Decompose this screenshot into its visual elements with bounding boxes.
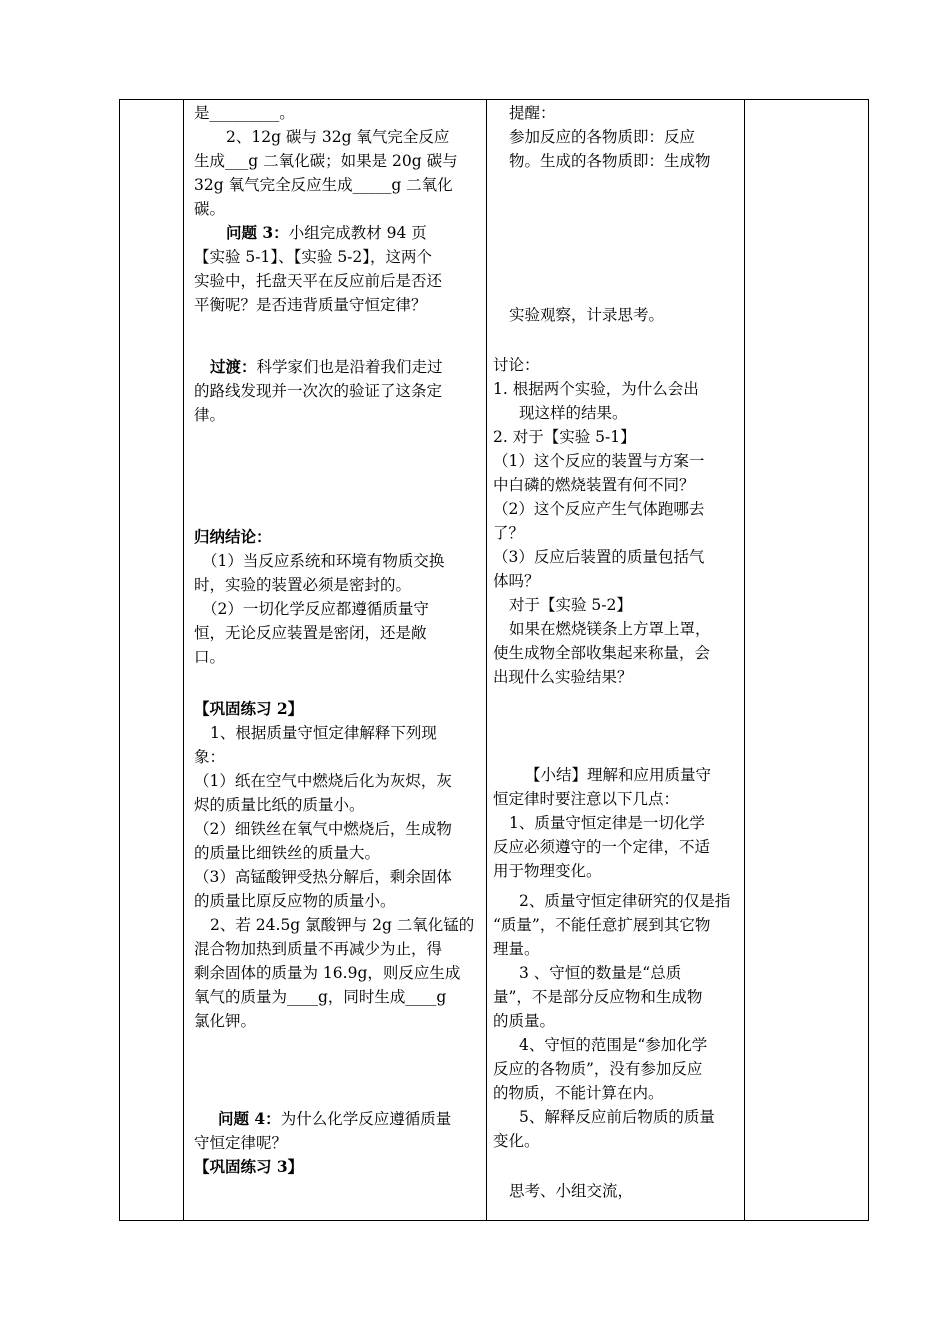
text-line: 律。 [194,406,226,424]
text-line: 1. 根据两个实验，为什么会出 [493,380,699,398]
text-line: 氧气的质量为____g，同时生成____g [194,988,447,1006]
conclusion-title: 归纳结论： [194,527,272,546]
transition [194,355,482,379]
text-line: 量”，不是部分反应物和生成物 [493,988,703,1006]
text-line: 混合物加热到质量不再减少为止，得 [194,940,443,958]
question-4-title: 问题 4： [218,1109,281,1128]
text-line: 烬的质量比纸的质量小。 [194,796,365,814]
text-line: 【实验 5-1】、【实验 5-2】，这两个 [194,248,433,266]
text-line: 恒，无论反应装置是密闭，还是敞 [194,624,427,642]
right-content-cell [493,101,739,1203]
text-line: 思考、小组交流， [509,1182,634,1200]
text-line: 反应必须遵守的一个定律，不适 [493,838,711,856]
transition-text: 科学家们也是沿着我们走过 [256,358,443,376]
text-line: （3）反应后装置的质量包括气 [493,548,705,566]
text-line: “质量”，不能任意扩展到其它物 [493,916,711,934]
text-line: 了？ [493,524,525,542]
text-line: 中白磷的燃烧装置有何不同？ [493,476,695,494]
text-line: 现这样的结果。 [519,404,628,422]
question-3-title: 问题 3： [226,223,289,242]
question-4-text: 为什么化学反应遵循质量 [280,1110,452,1128]
table-border-5 [868,99,869,1221]
left-content-cell [194,101,482,1179]
text-line: 理量。 [493,940,540,958]
text-line: 5、解释反应前后物质的质量 [519,1108,715,1126]
summary-title-line: 【小结】理解和应用质量守 [525,766,712,784]
text-line: 变化。 [493,1132,540,1150]
text-line: 氯化钾。 [194,1012,257,1030]
text-line: 反应的各物质”，没有参加反应 [493,1060,703,1078]
table-top-border [119,99,869,100]
text-line: 3 、守恒的数量是“总质 [519,964,682,982]
question-4 [194,1107,482,1131]
table-border-4 [744,99,745,1221]
text-line: 的质量。 [493,1012,556,1030]
text-line: 实验中，托盘天平在反应前后是否还 [194,272,443,290]
text-line: 实验观察，计录思考。 [509,306,665,324]
table-border-3 [486,99,487,1221]
text-line: 2、若 24.5g 氯酸钾与 2g 二氧化锰的 [210,916,475,934]
text-line: 用于物理变化。 [493,862,602,880]
text-line: 口。 [194,648,226,666]
practice-2-title: 【巩固练习 2】 [194,699,304,718]
text-line: 平衡呢？是否违背质量守恒定律？ [194,296,427,314]
text-line: 守恒定律呢？ [194,1134,288,1152]
text-line: 剩余固体的质量为 16.9g，则反应生成 [194,964,461,982]
text-line: （1）纸在空气中燃烧后化为灰烬，灰 [194,772,452,790]
text-line: （1）这个反应的装置与方案一 [493,452,705,470]
text-line: 的质量比细铁丝的质量大。 [194,844,381,862]
text-line: 时，实验的装置必须是密封的。 [194,576,412,594]
text-line: 的物质，不能计算在内。 [493,1084,664,1102]
text-line: 物。生成的各物质即：生成物 [509,152,711,170]
text-line: 2、质量守恒定律研究的仅是指 [519,892,731,910]
text-line: 的路线发现并一次次的验证了这条定 [194,382,443,400]
text-line: 2. 对于【实验 5-1】 [493,428,636,446]
text-line: （2）这个反应产生气体跑哪去 [493,500,705,518]
text-line: 恒定律时要注意以下几点： [493,790,680,808]
text-line: 象： [194,748,226,766]
text-line: 4、守恒的范围是“参加化学 [519,1036,708,1054]
practice-3-title: 【巩固练习 3】 [194,1157,304,1176]
text-line: （2）细铁丝在氧气中燃烧后，生成物 [194,820,452,838]
text-line: 如果在燃烧镁条上方罩上罩， [509,620,711,638]
question-3-text: 小组完成教材 94 页 [288,224,427,242]
text-line: 1、质量守恒定律是一切化学 [509,814,705,832]
text-line: （1）当反应系统和环境有物质交换 [202,552,445,570]
text-line: 生成___g 二氧化碳；如果是 20g 碳与 [194,152,458,170]
text-line: 体吗？ [493,572,540,590]
text-line: 出现什么实验结果？ [493,668,633,686]
text-line: 的质量比原反应物的质量小。 [194,892,396,910]
text-line: 碳。 [194,200,226,218]
text-line: 2、12g 碳与 32g 氧气完全反应 [226,128,450,146]
text-line: 使生成物全部收集起来称量，会 [493,644,711,662]
text-line: 32g 氧气完全反应生成_____g 二氧化 [194,176,453,194]
text-line: 是_________。 [194,104,295,122]
text-line: 对于【实验 5-2】 [509,596,632,614]
text-line: 讨论： [493,356,540,374]
text-line: 1、根据质量守恒定律解释下列现 [210,724,437,742]
text-line: 参加反应的各物质即：反应 [509,128,696,146]
transition-title: 过渡： [210,357,257,376]
table-border-2 [183,99,184,1221]
table-bottom-border [119,1220,869,1221]
text-line: 提醒： [509,104,556,122]
text-line: （3）高锰酸钾受热分解后，剩余固体 [194,868,452,886]
text-line: （2）一切化学反应都遵循质量守 [202,600,429,618]
question-3 [194,221,482,245]
table-border-1 [119,99,120,1221]
